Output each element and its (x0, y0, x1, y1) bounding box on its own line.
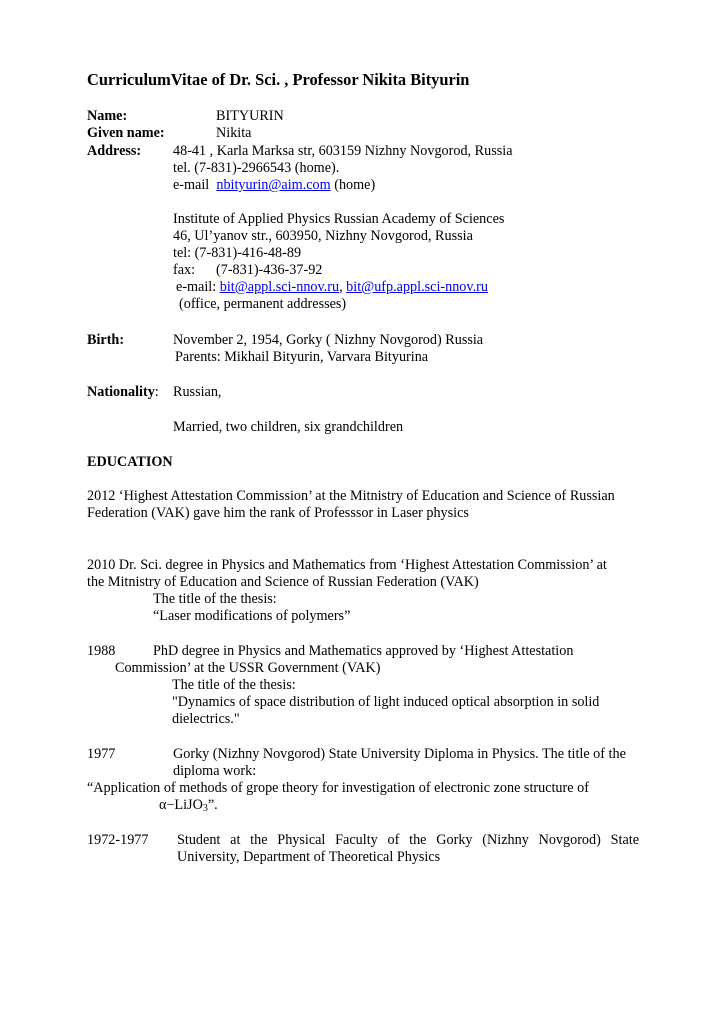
edu-1977-line1: Gorky (Nizhny Novgorod) State University Diploma in Physics. The title of the (173, 746, 626, 762)
institute-email-link-1[interactable]: bit@appl.sci-nnov.ru (219, 279, 340, 295)
edu-2012-line1: 2012 ‘Highest Attestation Commission’ at the Mitnistry of Education and Science of Russian (87, 488, 615, 504)
edu-1977-year: 1977 (87, 746, 116, 762)
formula-subscript: 3 (202, 803, 208, 814)
edu-1972-line1: Student at the Physical Faculty of the Gorky (Nizhny Novgorod) State (177, 832, 639, 848)
edu-1988-thesis-label: The title of the thesis: (172, 677, 296, 693)
birth-value: November 2, 1954, Gorky ( Nizhny Novgorod) Russia (173, 332, 484, 348)
edu-1988-thesis-title-cont: dielectrics." (172, 711, 240, 727)
home-email-link[interactable]: nbityurin@aim.com (216, 177, 331, 193)
institute-street: 46, Ul’yanov str., 603950, Nizhny Novgorod, Russia (173, 228, 473, 244)
institute-name: Institute of Applied Physics Russian Academy of Sciences (173, 211, 505, 227)
nationality-label: Nationality (87, 384, 155, 400)
institute-email-prefix: e-mail: (176, 279, 217, 295)
edu-2010-line2: the Mitnistry of Education and Science of Russian Federation (VAK) (87, 574, 479, 590)
document-title: CurriculumVitae of Dr. Sci. , Professor Nikita Bityurin (87, 70, 470, 89)
institute-fax: (7-831)-436-37-92 (216, 262, 323, 278)
institute-note: (office, permanent addresses) (179, 296, 347, 312)
home-email-suffix: (home) (334, 177, 376, 193)
nationality-value: Russian, (173, 384, 222, 400)
home-email-line (173, 177, 375, 194)
home-email-prefix: e-mail (173, 177, 210, 193)
edu-2010-thesis-label: The title of the thesis: (153, 591, 277, 607)
institute-email-separator: , (339, 279, 343, 295)
institute-email-line (176, 279, 488, 296)
home-tel: tel. (7-831)-2966543 (home). (173, 160, 340, 176)
edu-1988-year: 1988 (87, 643, 116, 659)
institute-email-link-2[interactable]: bit@ufp.appl.sci-nnov.ru (346, 279, 488, 295)
parents: Parents: Mikhail Bityurin, Varvara Bityurina (175, 349, 429, 365)
formula-main: α−LiJO (159, 797, 203, 813)
address-label: Address: (87, 143, 142, 159)
birth-label: Birth: (87, 332, 125, 348)
given-name-label: Given name: (87, 125, 165, 141)
edu-2010-line1: 2010 Dr. Sci. degree in Physics and Mathematics from ‘Highest Attestation Commission’ at (87, 557, 607, 573)
name-value: BITYURIN (216, 108, 284, 124)
nationality-colon: : (154, 384, 159, 400)
nationality-label-line (87, 384, 159, 401)
education-heading: EDUCATION (87, 454, 173, 470)
institute-fax-label: fax: (173, 262, 196, 278)
name-label: Name: (87, 108, 128, 124)
edu-1972-year: 1972-1977 (87, 832, 149, 848)
edu-1988-line2: Commission’ at the USSR Government (VAK) (115, 660, 381, 676)
edu-1972-line2: University, Department of Theoretical Physics (177, 849, 441, 865)
given-name-value: Nikita (216, 125, 252, 141)
edu-1977-formula (159, 797, 218, 817)
home-address: 48-41 , Karla Marksa str, 603159 Nizhny Novgorod, Russia (173, 143, 513, 159)
edu-1988-thesis-title: "Dynamics of space distribution of light induced optical absorption in solid (172, 694, 600, 710)
formula-end: ”. (207, 797, 218, 813)
institute-tel: tel: (7-831)-416-48-89 (173, 245, 302, 261)
edu-1988-line1: PhD degree in Physics and Mathematics approved by ‘Highest Attestation (153, 643, 574, 659)
edu-2010-thesis-title: “Laser modifications of polymers” (153, 608, 351, 624)
edu-1977-line2: diploma work: (173, 763, 257, 779)
family-status: Married, two children, six grandchildren (173, 419, 404, 435)
edu-2012-line2: Federation (VAK) gave him the rank of Professsor in Laser physics (87, 505, 469, 521)
edu-1977-line3: “Application of methods of grope theory for investigation of electronic zone structure of (87, 780, 589, 796)
